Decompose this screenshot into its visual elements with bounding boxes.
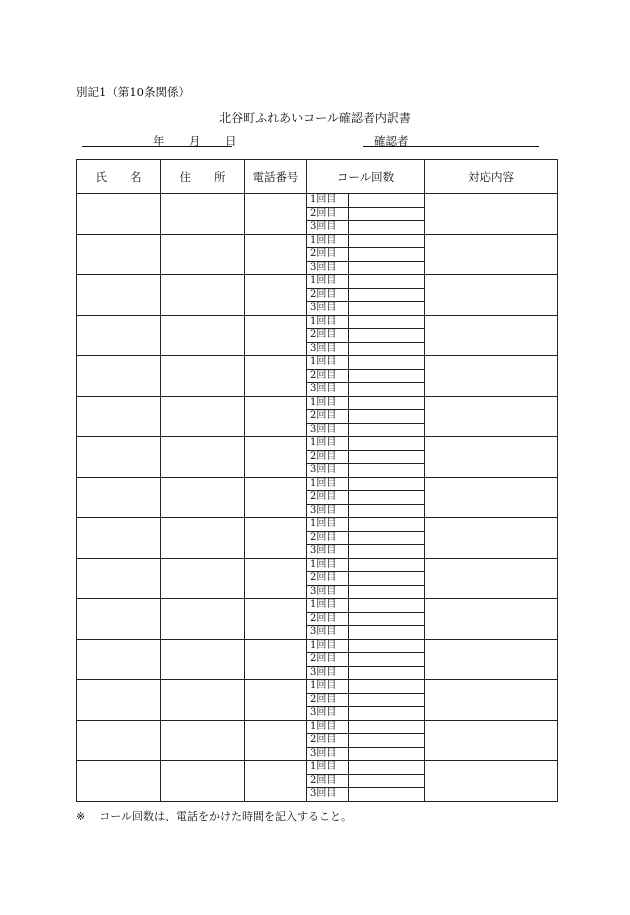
phone-cell[interactable]	[245, 558, 307, 599]
table-row	[77, 599, 558, 613]
call-time-cell[interactable]	[349, 626, 425, 640]
call-time-cell[interactable]	[349, 329, 425, 343]
address-cell[interactable]	[161, 315, 245, 356]
record-table	[76, 159, 558, 802]
call-time-cell[interactable]	[349, 639, 425, 653]
response-cell[interactable]	[425, 477, 558, 518]
call-number-label: 2回目	[307, 734, 349, 748]
address-cell[interactable]	[161, 680, 245, 721]
call-time-cell[interactable]	[349, 491, 425, 505]
call-number-label: 2回目	[307, 612, 349, 626]
phone-cell[interactable]	[245, 720, 307, 761]
address-cell[interactable]	[161, 720, 245, 761]
call-number-label: 2回目	[307, 329, 349, 343]
document-title: 北谷町ふれあいコール確認者内訳書	[219, 111, 411, 125]
name-cell[interactable]	[77, 680, 161, 721]
call-time-cell[interactable]	[349, 423, 425, 437]
phone-cell[interactable]	[245, 234, 307, 275]
call-number-label: 2回目	[307, 450, 349, 464]
phone-cell[interactable]	[245, 315, 307, 356]
table-row	[77, 639, 558, 653]
call-number-label: 3回目	[307, 788, 349, 802]
call-number-label: 1回目	[307, 558, 349, 572]
call-number-label: 1回目	[307, 761, 349, 775]
call-time-cell[interactable]	[349, 558, 425, 572]
phone-cell[interactable]	[245, 356, 307, 397]
call-time-cell[interactable]	[349, 410, 425, 424]
call-number-label: 3回目	[307, 342, 349, 356]
call-number-label: 2回目	[307, 369, 349, 383]
call-number-label: 3回目	[307, 747, 349, 761]
call-time-cell[interactable]	[349, 653, 425, 667]
call-number-label: 3回目	[307, 666, 349, 680]
call-time-cell[interactable]	[349, 315, 425, 329]
name-cell[interactable]	[77, 194, 161, 235]
address-cell[interactable]	[161, 761, 245, 802]
call-number-label: 1回目	[307, 639, 349, 653]
phone-cell[interactable]	[245, 396, 307, 437]
call-time-cell[interactable]	[349, 464, 425, 478]
name-cell[interactable]	[77, 720, 161, 761]
call-number-label: 3回目	[307, 545, 349, 559]
call-time-cell[interactable]	[349, 450, 425, 464]
table-row	[77, 761, 558, 775]
table-row	[77, 234, 558, 248]
call-time-cell[interactable]	[349, 288, 425, 302]
header-call-count: コール回数	[307, 160, 425, 194]
call-time-cell[interactable]	[349, 545, 425, 559]
footnote	[76, 808, 352, 824]
name-cell[interactable]	[77, 558, 161, 599]
call-time-cell[interactable]	[349, 234, 425, 248]
date-year-label: 年	[153, 134, 165, 148]
phone-cell[interactable]	[245, 275, 307, 316]
name-cell[interactable]	[77, 477, 161, 518]
call-number-label: 2回目	[307, 410, 349, 424]
call-number-label: 2回目	[307, 693, 349, 707]
call-number-label: 1回目	[307, 518, 349, 532]
address-cell[interactable]	[161, 275, 245, 316]
call-time-cell[interactable]	[349, 437, 425, 451]
call-time-cell[interactable]	[349, 383, 425, 397]
call-time-cell[interactable]	[349, 693, 425, 707]
call-time-cell[interactable]	[349, 599, 425, 613]
response-cell[interactable]	[425, 639, 558, 680]
name-cell[interactable]	[77, 315, 161, 356]
name-cell[interactable]	[77, 761, 161, 802]
response-cell[interactable]	[425, 558, 558, 599]
call-time-cell[interactable]	[349, 666, 425, 680]
address-cell[interactable]	[161, 518, 245, 559]
header-phone: 電話番号	[245, 160, 307, 194]
table-row	[77, 396, 558, 410]
phone-cell[interactable]	[245, 761, 307, 802]
call-time-cell[interactable]	[349, 356, 425, 370]
table-row	[77, 680, 558, 694]
call-time-cell[interactable]	[349, 720, 425, 734]
response-cell[interactable]	[425, 437, 558, 478]
call-number-label: 3回目	[307, 464, 349, 478]
table-header-row	[77, 160, 558, 194]
table-row	[77, 518, 558, 532]
call-number-label: 3回目	[307, 383, 349, 397]
call-number-label: 2回目	[307, 288, 349, 302]
response-cell[interactable]	[425, 234, 558, 275]
call-number-label: 1回目	[307, 680, 349, 694]
call-number-label: 3回目	[307, 302, 349, 316]
response-cell[interactable]	[425, 518, 558, 559]
name-cell[interactable]	[77, 275, 161, 316]
address-cell[interactable]	[161, 234, 245, 275]
call-number-label: 1回目	[307, 599, 349, 613]
response-cell[interactable]	[425, 275, 558, 316]
table-row	[77, 437, 558, 451]
response-cell[interactable]	[425, 315, 558, 356]
call-number-label: 1回目	[307, 477, 349, 491]
confirmer-label: 確認者	[374, 134, 409, 148]
table-row	[77, 194, 558, 208]
call-time-cell[interactable]	[349, 774, 425, 788]
call-number-label: 1回目	[307, 720, 349, 734]
call-time-cell[interactable]	[349, 221, 425, 235]
call-number-label: 3回目	[307, 707, 349, 721]
phone-cell[interactable]	[245, 477, 307, 518]
call-time-cell[interactable]	[349, 518, 425, 532]
call-number-label: 1回目	[307, 315, 349, 329]
call-time-cell[interactable]	[349, 504, 425, 518]
response-cell[interactable]	[425, 720, 558, 761]
call-time-cell[interactable]	[349, 734, 425, 748]
table-row	[77, 315, 558, 329]
address-cell[interactable]	[161, 599, 245, 640]
header-response: 対応内容	[425, 160, 558, 194]
footnote-mark: ※	[76, 810, 86, 823]
call-time-cell[interactable]	[349, 369, 425, 383]
call-time-cell[interactable]	[349, 396, 425, 410]
call-time-cell[interactable]	[349, 261, 425, 275]
phone-cell[interactable]	[245, 437, 307, 478]
call-time-cell[interactable]	[349, 680, 425, 694]
call-time-cell[interactable]	[349, 194, 425, 208]
name-cell[interactable]	[77, 356, 161, 397]
header-address: 住 所	[161, 160, 245, 194]
call-time-cell[interactable]	[349, 207, 425, 221]
name-cell[interactable]	[77, 396, 161, 437]
response-cell[interactable]	[425, 356, 558, 397]
call-number-label: 1回目	[307, 396, 349, 410]
response-cell[interactable]	[425, 396, 558, 437]
call-number-label: 1回目	[307, 356, 349, 370]
call-number-label: 1回目	[307, 194, 349, 208]
call-number-label: 2回目	[307, 653, 349, 667]
call-time-cell[interactable]	[349, 788, 425, 802]
call-number-label: 3回目	[307, 626, 349, 640]
header-name: 氏 名	[77, 160, 161, 194]
table-row	[77, 356, 558, 370]
call-time-cell[interactable]	[349, 248, 425, 262]
address-cell[interactable]	[161, 639, 245, 680]
name-cell[interactable]	[77, 437, 161, 478]
call-number-label: 2回目	[307, 248, 349, 262]
table-row	[77, 477, 558, 491]
name-cell[interactable]	[77, 234, 161, 275]
call-time-cell[interactable]	[349, 342, 425, 356]
call-number-label: 1回目	[307, 275, 349, 289]
call-number-label: 2回目	[307, 491, 349, 505]
call-number-label: 3回目	[307, 221, 349, 235]
call-time-cell[interactable]	[349, 747, 425, 761]
call-number-label: 3回目	[307, 423, 349, 437]
call-time-cell[interactable]	[349, 585, 425, 599]
call-number-label: 2回目	[307, 572, 349, 586]
call-time-cell[interactable]	[349, 612, 425, 626]
call-time-cell[interactable]	[349, 275, 425, 289]
call-number-label: 2回目	[307, 774, 349, 788]
address-cell[interactable]	[161, 477, 245, 518]
call-time-cell[interactable]	[349, 302, 425, 316]
phone-cell[interactable]	[245, 518, 307, 559]
call-number-label: 2回目	[307, 531, 349, 545]
call-number-label: 3回目	[307, 585, 349, 599]
address-cell[interactable]	[161, 194, 245, 235]
table-row	[77, 275, 558, 289]
address-cell[interactable]	[161, 558, 245, 599]
call-time-cell[interactable]	[349, 531, 425, 545]
phone-cell[interactable]	[245, 680, 307, 721]
call-time-cell[interactable]	[349, 477, 425, 491]
name-cell[interactable]	[77, 518, 161, 559]
response-cell[interactable]	[425, 680, 558, 721]
address-cell[interactable]	[161, 356, 245, 397]
call-time-cell[interactable]	[349, 761, 425, 775]
response-cell[interactable]	[425, 599, 558, 640]
phone-cell[interactable]	[245, 639, 307, 680]
response-cell[interactable]	[425, 194, 558, 235]
address-cell[interactable]	[161, 437, 245, 478]
call-time-cell[interactable]	[349, 572, 425, 586]
name-cell[interactable]	[77, 599, 161, 640]
footnote-text: コール回数は、電話をかけた時間を記入すること。	[99, 810, 352, 823]
call-time-cell[interactable]	[349, 707, 425, 721]
table-row	[77, 720, 558, 734]
response-cell[interactable]	[425, 761, 558, 802]
call-number-label: 2回目	[307, 207, 349, 221]
table-row	[77, 558, 558, 572]
document-reference: 別記1（第10条関係）	[76, 85, 190, 99]
phone-cell[interactable]	[245, 194, 307, 235]
name-cell[interactable]	[77, 639, 161, 680]
call-number-label: 1回目	[307, 234, 349, 248]
address-cell[interactable]	[161, 396, 245, 437]
phone-cell[interactable]	[245, 599, 307, 640]
call-number-label: 1回目	[307, 437, 349, 451]
date-day-label: 日	[225, 134, 237, 148]
call-number-label: 3回目	[307, 261, 349, 275]
date-month-label: 月	[189, 134, 201, 148]
call-number-label: 3回目	[307, 504, 349, 518]
